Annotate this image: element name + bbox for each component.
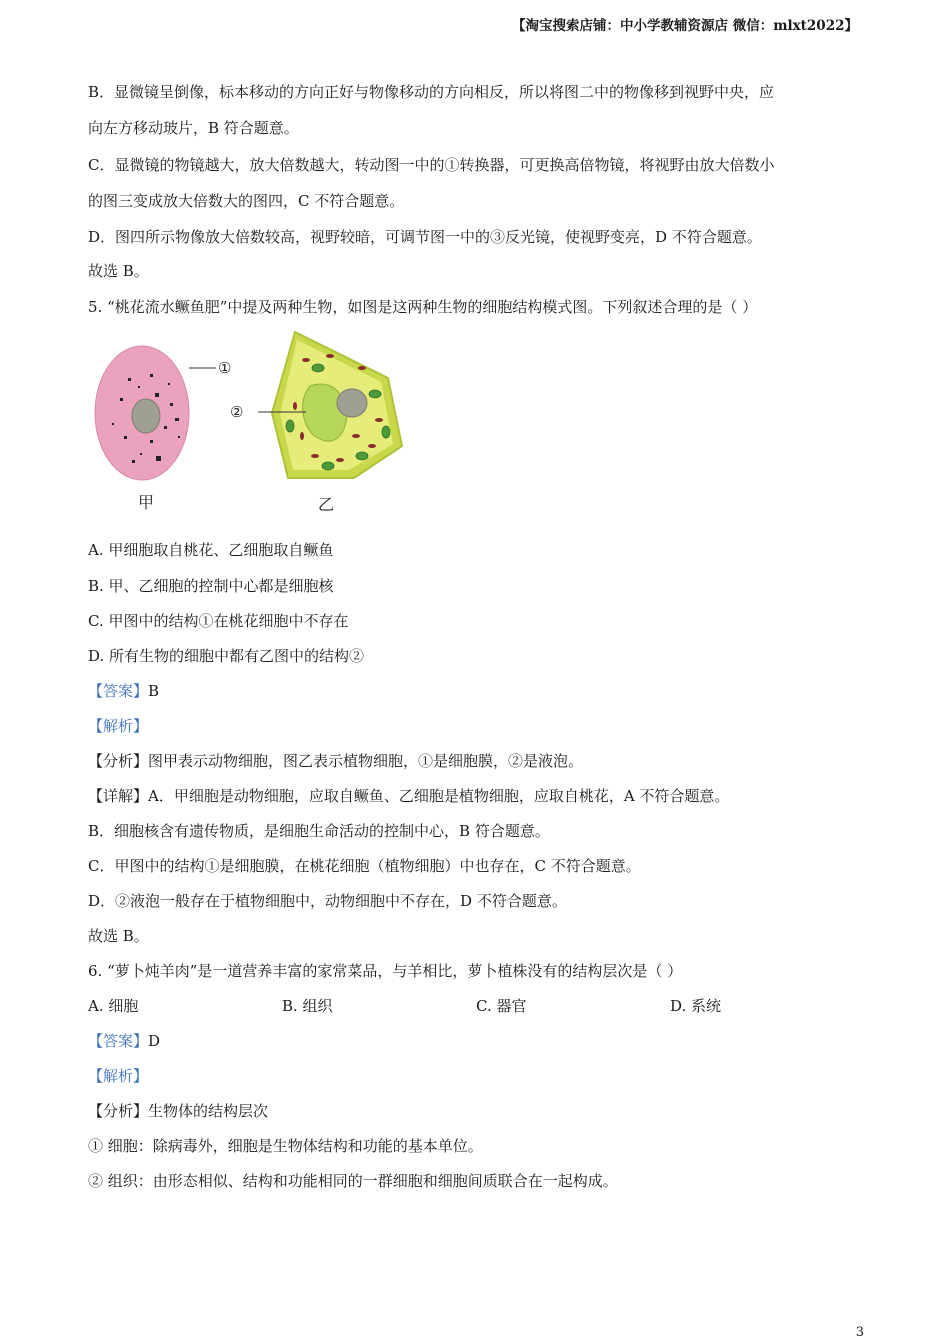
text-line: D．图四所示物像放大倍数较高，视野较暗，可调节图一中的③反光镜，使视野变亮，D 不符合题意。 xyxy=(88,228,762,246)
caption-left: 甲 xyxy=(138,493,155,512)
explanation-line: 【分析】生物体的结构层次 xyxy=(88,1102,269,1120)
question-6-stem: 6. “萝卜炖羊肉”是一道营养丰富的家常菜品，与羊相比，萝卜植株没有的结构层次是（ ） xyxy=(88,962,683,980)
answer-value: B xyxy=(148,682,160,700)
option-d: D. 系统 xyxy=(670,997,722,1015)
caption-right: 乙 xyxy=(318,495,335,514)
cell-diagram xyxy=(90,328,410,518)
answer-tag: 【答案】 xyxy=(88,682,149,700)
text-line: 的图三变成放大倍数大的图四，C 不符合题意。 xyxy=(88,192,405,210)
answer-tag: 【答案】 xyxy=(88,1032,149,1050)
explanation-line: 【详解】A．甲细胞是动物细胞，应取自鳜鱼、乙细胞是植物细胞，应取自桃花，A 不符合题意。 xyxy=(88,787,730,805)
animal-nucleus xyxy=(132,399,160,433)
label-2: ② xyxy=(230,403,244,421)
text-line: B．显微镜呈倒像，标本移动的方向正好与物像移动的方向相反，所以将图二中的物像移到视野中央，应 xyxy=(88,83,775,101)
explanation-line: 故选 B。 xyxy=(88,927,149,945)
analysis-tag: 【解析】 xyxy=(88,717,149,735)
page-number: 3 xyxy=(855,1325,864,1340)
option-a: A. 甲细胞取自桃花、乙细胞取自鳜鱼 xyxy=(88,541,334,559)
option-b: B. 组织 xyxy=(282,997,333,1015)
answer-line xyxy=(88,681,159,701)
page-header: 【淘宝搜索店铺：中小学教辅资源店 微信：mlxt2022】 xyxy=(512,18,858,34)
explanation-line: ② 组织：由形态相似、结构和功能相同的一群细胞和细胞间质联合在一起构成。 xyxy=(88,1172,618,1190)
text-line: 向左方移动玻片，B 符合题意。 xyxy=(88,119,299,137)
option-a: A. 细胞 xyxy=(88,997,139,1015)
explanation-line: C．甲图中的结构①是细胞膜，在桃花细胞（植物细胞）中也存在，C 不符合题意。 xyxy=(88,857,641,875)
question-5-stem: 5. “桃花流水鳜鱼肥”中提及两种生物，如图是这两种生物的细胞结构模式图。下列叙述合理的是（ ） xyxy=(88,298,758,316)
plant-nucleus xyxy=(337,389,367,417)
option-c: C. 甲图中的结构①在桃花细胞中不存在 xyxy=(88,612,349,630)
text-line: 故选 B。 xyxy=(88,262,149,280)
answer-value: D xyxy=(148,1032,161,1050)
explanation-line: B．细胞核含有遗传物质，是细胞生命活动的控制中心，B 符合题意。 xyxy=(88,822,550,840)
option-d: D. 所有生物的细胞中都有乙图中的结构② xyxy=(88,647,365,665)
label-1: ① xyxy=(218,359,232,377)
analysis-tag: 【解析】 xyxy=(88,1067,149,1085)
option-b: B. 甲、乙细胞的控制中心都是细胞核 xyxy=(88,577,334,595)
explanation-line: 【分析】图甲表示动物细胞，图乙表示植物细胞，①是细胞膜，②是液泡。 xyxy=(88,752,584,770)
text-line: C．显微镜的物镜越大，放大倍数越大，转动图一中的①转换器，可更换高倍物镜，将视野由放大倍数小 xyxy=(88,156,775,174)
explanation-line: ① 细胞：除病毒外，细胞是生物体结构和功能的基本单位。 xyxy=(88,1137,483,1155)
answer-line xyxy=(88,1031,160,1051)
option-c: C. 器官 xyxy=(476,997,527,1015)
explanation-line: D．②液泡一般存在于植物细胞中，动物细胞中不存在，D 不符合题意。 xyxy=(88,892,567,910)
